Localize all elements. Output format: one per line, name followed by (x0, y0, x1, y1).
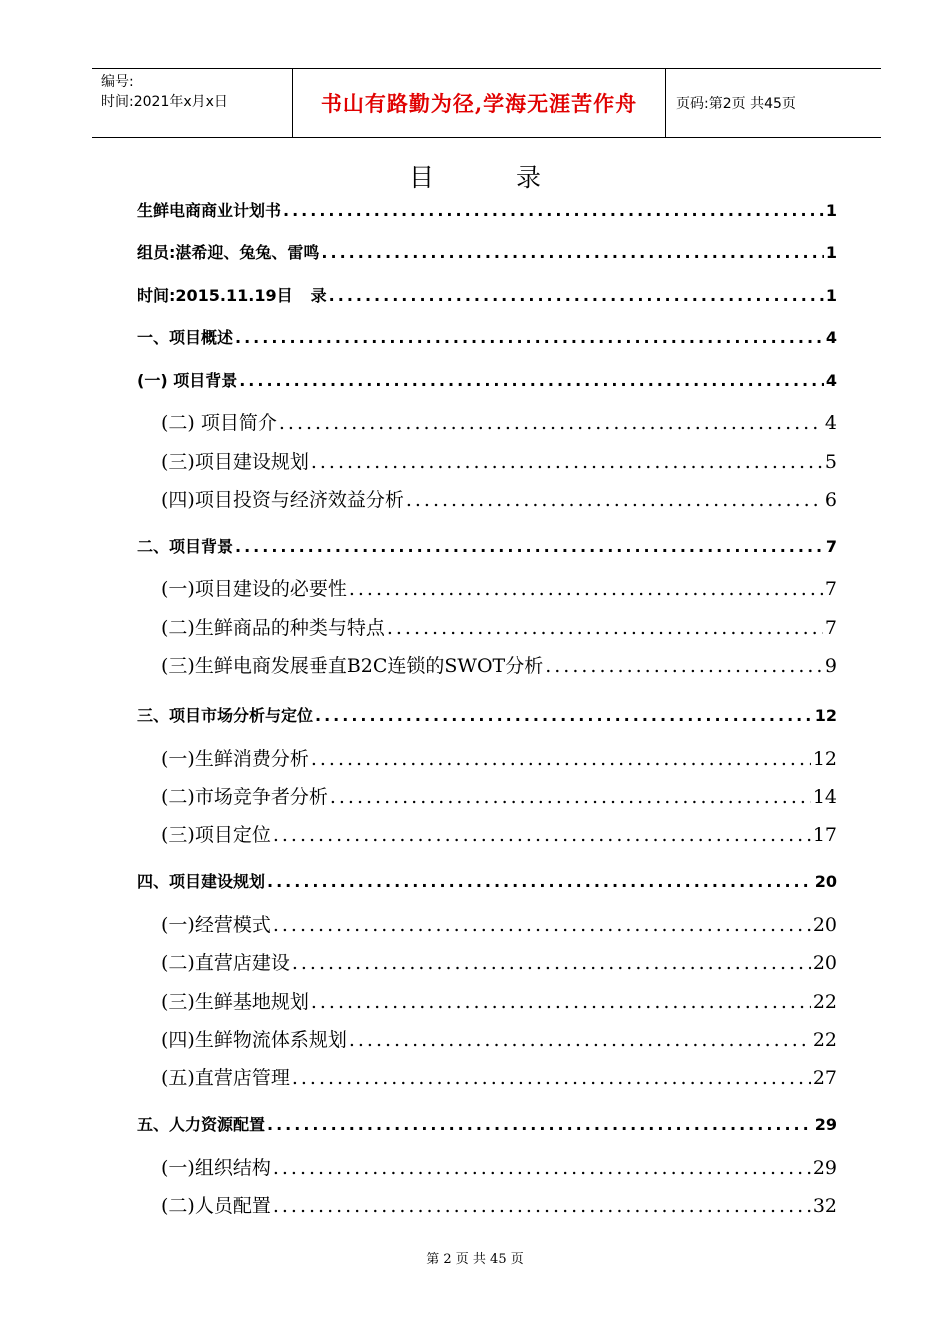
toc-entry[interactable] (137, 447, 837, 474)
toc-entry-page: 32 (812, 1195, 837, 1217)
toc-leader-dots (279, 412, 823, 434)
toc-entry-page: 9 (824, 655, 837, 677)
toc-entry[interactable] (137, 1153, 837, 1180)
toc-entry-page: 17 (812, 824, 837, 846)
toc-entry-text: (三)项目建设规划 (161, 451, 309, 473)
toc-entry-page: 7 (824, 617, 837, 639)
time-label: 时间:2021年x月x日 (101, 94, 228, 110)
toc-entry-text: (三)生鲜电商发展垂直B2C连锁的SWOT分析 (161, 655, 544, 677)
toc-entry[interactable] (137, 574, 837, 601)
toc-entry-page: 20 (812, 914, 837, 936)
toc-entry-text: 四、项目建设规划 (137, 872, 266, 891)
toc-entry-text: (二)直营店建设 (161, 952, 290, 974)
toc-entry-page: 1 (825, 243, 837, 262)
toc-entry[interactable] (137, 948, 837, 975)
toc-entry[interactable] (137, 1063, 837, 1090)
page-footer: 第 2 页 共 45 页 (426, 1252, 524, 1267)
toc-entry-page: 12 (814, 706, 837, 725)
toc-leader-dots (329, 286, 824, 305)
toc-entry-text: (五)直营店管理 (161, 1067, 290, 1089)
toc-entry-text: (二)市场竞争者分析 (161, 786, 328, 808)
toc-entry-page: 20 (812, 952, 837, 974)
toc-entry-text: (三)项目定位 (161, 824, 271, 846)
toc-entry[interactable] (137, 910, 837, 937)
toc-title-part2: 录 (516, 163, 542, 192)
toc-entry[interactable] (137, 987, 837, 1014)
toc-entry-text: 二、项目背景 (137, 537, 234, 556)
toc-entry[interactable] (137, 283, 837, 306)
toc-entry-text-2: 录 (310, 286, 327, 305)
toc-leader-dots (321, 243, 823, 262)
toc-entry-page: 29 (814, 1115, 837, 1134)
toc-entry-text: (二) 项目简介 (161, 412, 277, 434)
toc-entry-text: (四)项目投资与经济效益分析 (161, 489, 404, 511)
toc-leader-dots (406, 489, 823, 511)
toc-entry[interactable] (137, 869, 837, 892)
toc-leader-dots (349, 578, 823, 600)
toc-entry-text: (一)生鲜消费分析 (161, 748, 309, 770)
toc-entry[interactable] (137, 703, 837, 726)
toc-leader-dots (387, 617, 823, 639)
toc-entry[interactable] (137, 613, 837, 640)
toc-entry[interactable] (137, 744, 837, 771)
header-left-cell (92, 69, 293, 137)
header-page-info: 页码:第2页 共45页 (676, 96, 796, 112)
toc-entry[interactable] (137, 1191, 837, 1218)
toc-entry-page: 22 (812, 991, 837, 1013)
toc-entry[interactable] (137, 534, 837, 557)
toc-leader-dots (283, 201, 824, 220)
toc-entry-page: 1 (825, 286, 837, 305)
toc-entry-text: 生鲜电商商业计划书 (137, 201, 282, 220)
toc-leader-dots (315, 706, 813, 725)
toc-leader-dots (311, 748, 811, 770)
toc-entry[interactable] (137, 485, 837, 512)
toc-entry-text: (一)项目建设的必要性 (161, 578, 347, 600)
toc-entry-page: 4 (825, 371, 837, 390)
toc-entry[interactable] (137, 368, 837, 391)
toc-entry-page: 4 (824, 412, 837, 434)
toc-title (0, 158, 950, 194)
toc-leader-dots (273, 914, 811, 936)
toc-leader-dots (239, 371, 824, 390)
toc-entry-page: 27 (812, 1067, 837, 1089)
toc-leader-dots (349, 1029, 811, 1051)
toc-leader-dots (330, 786, 811, 808)
toc-entry-text: 时间:2015.11.19目 (137, 286, 293, 305)
toc-entry[interactable] (137, 1112, 837, 1135)
toc-entry[interactable] (137, 198, 837, 221)
toc-leader-dots (235, 537, 824, 556)
toc-entry[interactable] (137, 240, 837, 263)
toc-leader-dots (311, 991, 811, 1013)
toc-entry-page: 22 (812, 1029, 837, 1051)
toc-leader-dots (267, 1115, 813, 1134)
toc-leader-dots (545, 655, 823, 677)
toc-entry-text: (四)生鲜物流体系规划 (161, 1029, 347, 1051)
number-label: 编号: (101, 74, 134, 90)
toc-entry-text: (三)生鲜基地规划 (161, 991, 309, 1013)
toc-leader-dots (273, 824, 811, 846)
toc-entry-page: 4 (825, 328, 837, 347)
toc-leader-dots (292, 952, 811, 974)
toc-entry-page: 7 (824, 578, 837, 600)
toc-entry-page: 12 (812, 748, 837, 770)
toc-leader-dots (292, 1067, 811, 1089)
toc-entry-page: 7 (825, 537, 837, 556)
toc-entry-text: (一)组织结构 (161, 1157, 271, 1179)
toc-title-part1: 目 (408, 163, 434, 192)
toc-entry-text: (二)生鲜商品的种类与特点 (161, 617, 385, 639)
toc-entry[interactable] (137, 408, 837, 435)
toc-entry-page: 14 (812, 786, 837, 808)
toc-leader-dots (235, 328, 824, 347)
toc-entry[interactable] (137, 651, 837, 678)
toc-entry[interactable] (137, 325, 837, 348)
toc-entry-text: 五、人力资源配置 (137, 1115, 266, 1134)
toc-entry-page: 29 (812, 1157, 837, 1179)
toc-entry-text: (一)经营模式 (161, 914, 271, 936)
toc-entry-page: 1 (825, 201, 837, 220)
toc-leader-dots (267, 872, 813, 891)
header-motto: 书山有路勤为径,学海无涯苦作舟 (293, 69, 666, 137)
toc-entry-text: (二)人员配置 (161, 1195, 271, 1217)
page-header (92, 68, 881, 138)
toc-entry-page: 5 (824, 451, 837, 473)
toc-entry-text: 组员:湛希迎、兔兔、雷鸣 (137, 243, 320, 262)
toc-entry-text: 一、项目概述 (137, 328, 234, 347)
toc-entry-text: (一) 项目背景 (137, 371, 238, 390)
toc-leader-dots (311, 451, 823, 473)
toc-entry[interactable] (137, 1025, 837, 1052)
toc-leader-dots (273, 1157, 811, 1179)
toc-leader-dots (273, 1195, 811, 1217)
toc-entry-page: 6 (824, 489, 837, 511)
toc-entry-text: 三、项目市场分析与定位 (137, 706, 314, 725)
toc-entry-page: 20 (814, 872, 837, 891)
toc-entry[interactable] (137, 782, 837, 809)
toc-entry[interactable] (137, 820, 837, 847)
